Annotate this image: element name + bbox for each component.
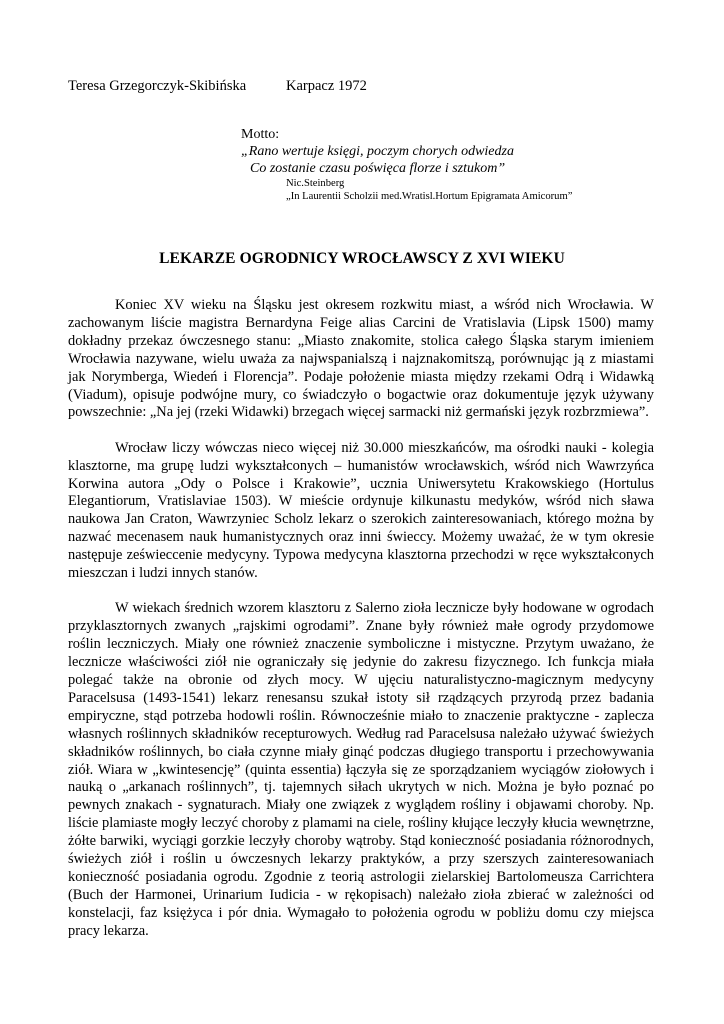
place-and-year: Karpacz 1972	[286, 78, 367, 94]
article-body	[68, 297, 654, 958]
motto	[241, 126, 572, 203]
motto-line-1: „Rano wertuje księgi, poczym chorych odwiedza	[241, 144, 514, 159]
article-title: LEKARZE OGRODNICY WROCŁAWSCY Z XVI WIEKU	[159, 250, 565, 267]
motto-source-title: „In Laurentii Scholzii med.Wratisl.Hortum Epigramata Amicorum”	[286, 191, 573, 202]
author-name: Teresa Grzegorczyk-Skibińska	[68, 78, 247, 94]
motto-line-2: Co zostanie czasu poświęca florze i sztukom”	[250, 161, 506, 176]
header	[68, 78, 367, 95]
motto-label: Motto:	[241, 127, 280, 142]
motto-source-author: Nic.Steinberg	[286, 178, 345, 189]
paragraph: W wiekach średnich wzorem klasztoru z Salerno zioła lecznicze były hodowane w ogrodach przyklasztornych zwanych „rajskimi ogrodami”. Znane były również małe ogrody przydomowe roślin leczniczych. Miały one również znaczenie symboliczne i mistyczne. Przytym uważano, że lecznicze właściwości ziół nie ograniczały się jedynie do zakresu fizycznego. Ich funkcja miała polegać także na obronie od złych mocy. W ujęciu naturalistyczno-magicznym medycyny Paracelsusa (1493-1541) lekarz renesansu szukał istoty sił rządzących przyrodą przez badania empiryczne, stąd potrzeba hodowli roślin. Równocześnie miało to znaczenie praktyczne - zaplecza własnych roślinnych składników recepturowych. Według rad Paracelsusa należało używać świeżych składników roślinnych, bo ciała czynne miały ginąć podczas długiego transportu i przechowywania ziół. Wiara w „kwintesencję” (quinta essentia) łączyła się ze sporządzaniem wyciągów ziołowych i nauką o „arkanach roślinnych”, tj. tajemnych siłach ukrytych w nich. Można je było poznać po pewnych znakach - sygnaturach. Miały one związek z wyglądem rośliny i objawami choroby. Np. liście plamiaste mogły leczyć choroby z plamami na ciele, rośliny kłujące leczyły kłucia wewnętrzne, żółte barwiki, wyciągi gorzkie leczyły choroby wątroby. Stąd konieczność posiadania różnorodnych, świeżych ziół i roślin u ówczesnych lekarzy praktyków, a przy szerszych zainteresowaniach konieczność posiadania ogrodu. Zgodnie z teorią astrologii zielarskiej Bartolomeusza Carrichtera (Buch der Harmonei, Urinarium Iudicia - w rękopisach) należało zioła zbierać w zależności od konstelacji, faz księżyca i pór dnia. Wymagało to położenia ogrodu w pobliżu domu czy miejsca pracy lekarza.	[68, 600, 654, 939]
paragraph: Wrocław liczy wówczas nieco więcej niż 30.000 mieszkańców, ma ośrodki nauki - kolegia klasztorne, ma grupę ludzi wykształconych – humanistów wrocławskich, wśród nich Wawrzyńca Korwina autora „Ody o Polsce i Krakowie”, ucznia Uniwersytetu Krakowskiego (Hortulus Elegantiorum, Vratislaviae 1503). W mieście ordynuje kilkunastu medyków, wśród nich sława naukowa Jan Craton, Wawrzyniec Scholz lekarz o szerokich zainteresowaniach, którego można by nazwać mecenasem nauk humanistycznych oraz inni świeccy. Możemy uważać, że w tym okresie następuje ześwieccenie medycyny. Typowa medycyna klasztorna przechodzi w ręce wykształconych mieszczan i ludzi innych stanów.	[68, 439, 654, 582]
paragraph: Koniec XV wieku na Śląsku jest okresem rozkwitu miast, a wśród nich Wrocławia. W zachowanym liście magistra Bernardyna Feige alias Carcini de Vratislavia (Lipsk 1500) mamy dokładny przekaz ówczesnego stanu: „Miasto znakomite, stolica całego Śląska starym imieniem Wrocławia nazywane, wielu uważa za najwspanialszą i najznakomitszą, porównując ją z miastami jak Norymberga, Wiedeń i Florencja”. Podaje położenie miasta między rzekami Odrą i Widawką (Viadum), opisuje podwójne mury, co świadczyło o bogactwie oraz dokumentuje język używany powszechnie: „Na jej (rzeki Widawki) brzegach więcej sarmacki niż germański język rozbrzmiewa”.	[68, 297, 654, 421]
